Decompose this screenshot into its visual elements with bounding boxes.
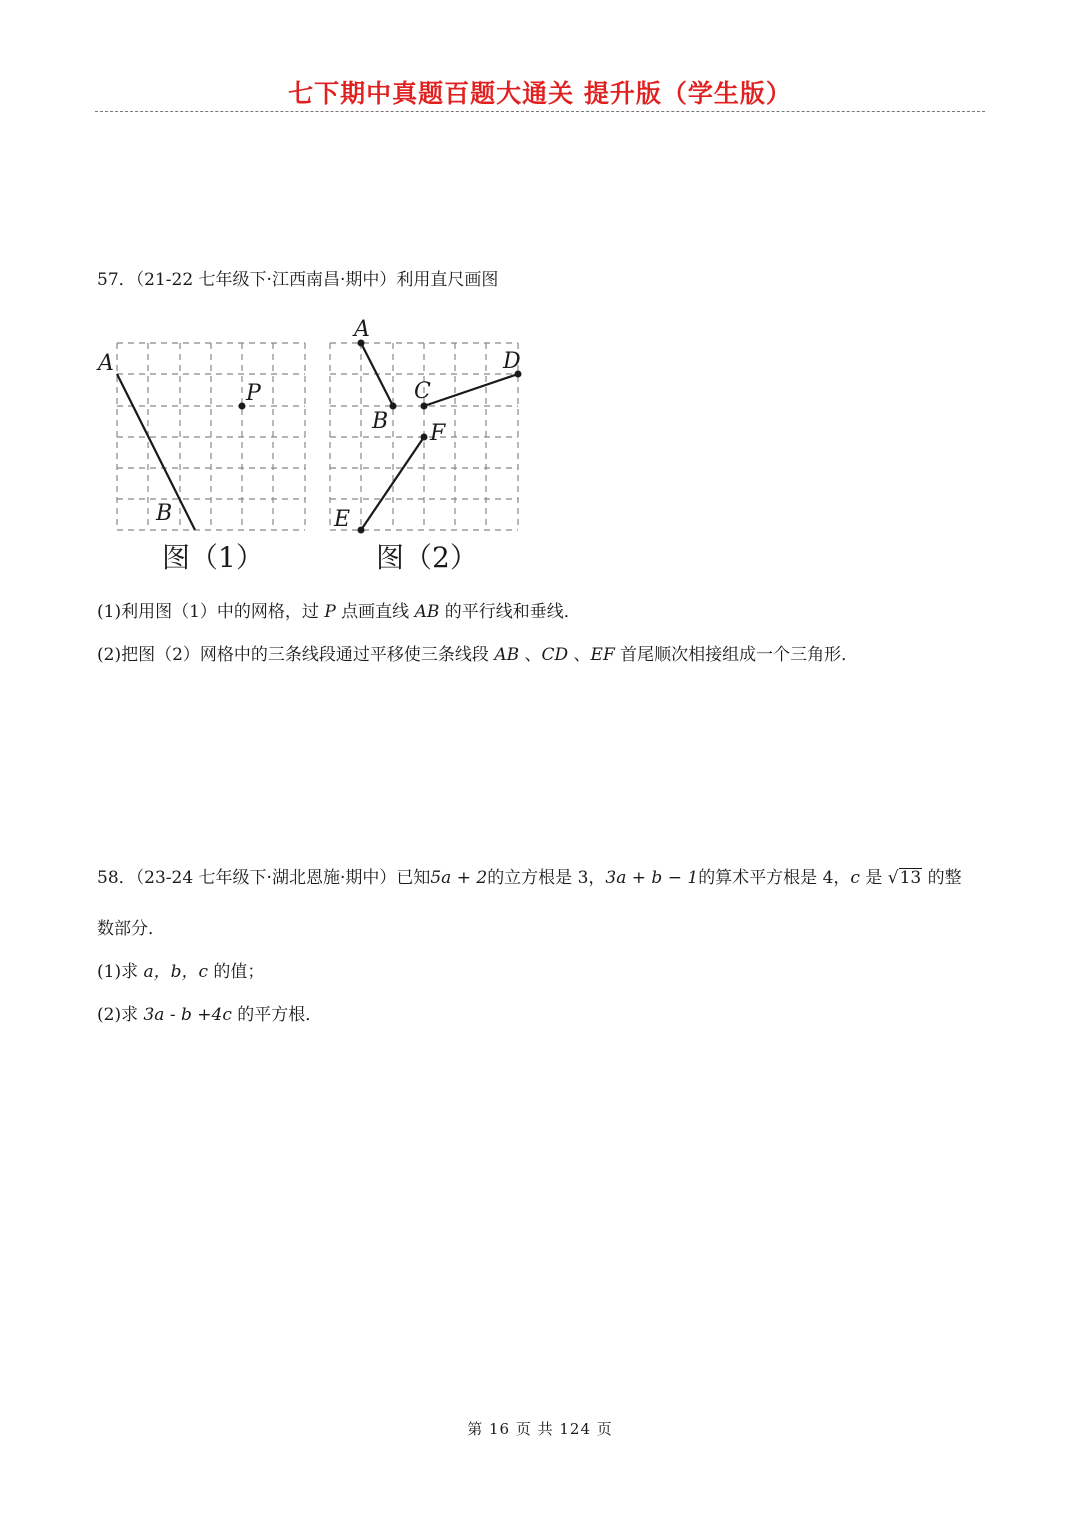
figure-1-grid bbox=[95, 320, 310, 540]
label-a: A bbox=[354, 317, 370, 342]
page-header-title: 七下期中真题百题大通关 提升版（学生版） bbox=[288, 79, 792, 108]
label-f: F bbox=[430, 421, 446, 446]
segment-ef bbox=[361, 437, 424, 530]
point-b bbox=[390, 403, 397, 410]
sqrt-radicand: 13 bbox=[899, 868, 922, 888]
point-f bbox=[421, 434, 428, 441]
label-p: P bbox=[246, 381, 261, 406]
sqrt-sign: √ bbox=[887, 868, 899, 888]
point-e bbox=[358, 527, 365, 534]
q57-part1: (1)利用图（1）中的网格，过 P 点画直线 AB 的平行线和垂线． bbox=[97, 602, 581, 622]
label-e: E bbox=[334, 507, 351, 532]
q58-stem-line1: 58．（23-24 七年级下·湖北恩施·期中）已知5a + 2的立方根是 3，3a + b − 1的算术平方根是 4，c 是 √13 的整 bbox=[97, 868, 962, 888]
q58-stem-line2: 数部分． bbox=[97, 919, 165, 939]
q58-part2: (2)求 3a - b +4c 的平方根． bbox=[97, 1005, 323, 1025]
figure-2-caption: 图（2） bbox=[376, 541, 478, 574]
figure-2-grid bbox=[310, 310, 540, 540]
header-divider bbox=[95, 111, 985, 112]
figure-1-caption: 图（1） bbox=[162, 541, 264, 574]
label-a-fig1: A bbox=[98, 351, 114, 376]
page-footer: 第 16 页 共 124 页 bbox=[467, 1420, 613, 1438]
q58-part1: (1)求 a，b，c 的值； bbox=[97, 962, 265, 982]
label-c: C bbox=[414, 379, 431, 404]
figure-1-gridlines bbox=[117, 343, 305, 530]
segment-cd bbox=[424, 374, 518, 406]
q57-part2: (2)把图（2）网格中的三条线段通过平移使三条线段 AB 、CD 、EF 首尾顺次相接组成一个三角形． bbox=[97, 645, 859, 665]
label-d: D bbox=[503, 349, 521, 374]
q57-stem: 57．（21-22 七年级下·江西南昌·期中）利用直尺画图 bbox=[97, 270, 499, 290]
point-p bbox=[239, 403, 246, 410]
label-b-fig1: B bbox=[156, 501, 173, 526]
label-b: B bbox=[372, 409, 389, 434]
